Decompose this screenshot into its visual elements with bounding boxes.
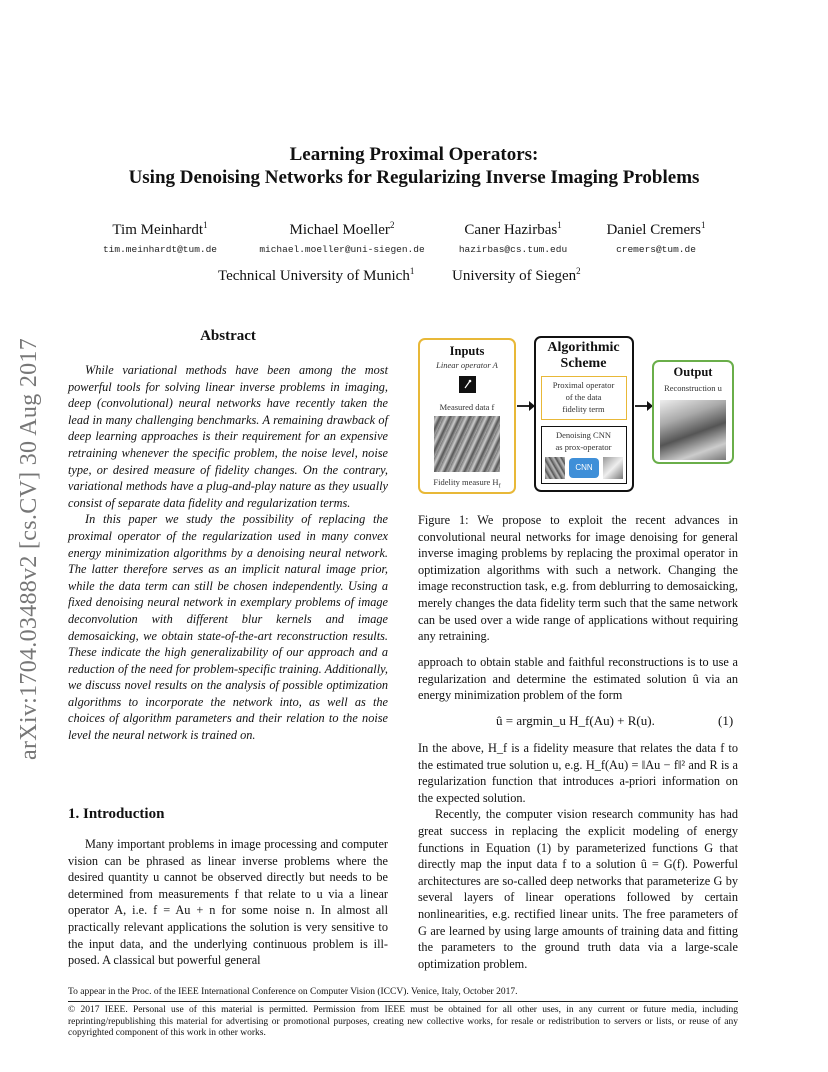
fidelity-measure-label: Fidelity measure $H_f$ (433, 477, 501, 490)
prox-operator-box (541, 376, 627, 420)
equation-number: (1) (718, 713, 734, 728)
appear-note: To appear in the Proc. of the IEEE International Conference on Computer Vision (ICCV). Venice, Italy, October 2017. (68, 987, 518, 997)
intro-body (68, 836, 388, 969)
cnn-badge: CNN (569, 458, 599, 478)
abstract-body (68, 362, 388, 744)
output-box (652, 360, 734, 464)
inputs-title: Inputs (449, 344, 485, 358)
paper-title-line1: Learning Proximal Operators: (289, 144, 539, 165)
arxiv-identifier: arXiv:1704.03488v2 [cs.CV] 30 Aug 2017 (16, 337, 42, 760)
reconstruction-label: Reconstruction u (664, 383, 722, 393)
intro-heading: 1. Introduction (68, 806, 165, 822)
author-4: Daniel Cremers$^1$ (606, 220, 706, 238)
author-1: Tim Meinhardt$^1$ (112, 220, 208, 238)
abstract-paragraph-2: In this paper we study the possibility of replacing the proximal operator of the regularization used in many convex energy minimization algorithms by a denoising neural network. The latter therefore serves as an implicit natural image prior, while the data term can still be chosen independently. Using a fixed denoising neural network in exemplary problems of image deconvolution with different blur kernels and image demosaicking, we obtain state-of-the-art reconstruction results. These indicate the high generalizability of our approach and a reduction of the need for problem-specific training. Additionally, we discuss novel results on the analysis of possible optimization algorithms to incorporate the network into, as well as the choices of algorithm parameters and their relation to the noise level the neural network is trained on. (68, 512, 388, 743)
figure-1-caption: Figure 1: We propose to exploit the recent advances in convolutional neural networks for image denoising for general inverse imaging problems by replacing the proximal operator in optimization algorithms with such a network. Changing the image reconstruction task, e.g. from deblurring to demosaicking, merely changes the data fidelity term such that the same network can be used over a wide range of applications without requiring any retraining. (418, 513, 738, 644)
intro-paragraph-1: Many important problems in image processing and computer vision can be phrased as linear inverse problems where the desired quantity u cannot be observed directly but needs to be determined from measurements f that relate to u via a linear operator A, i.e. f = Au + n for some noise n. In almost all practically relevant applications the solution is very sensitive to the input data, and the underlying continuous problem is ill-posed. A classical but powerful general (68, 837, 388, 968)
right-body (418, 740, 738, 972)
output-title: Output (673, 365, 713, 379)
author-3-email: hazirbas@cs.tum.edu (458, 244, 568, 255)
paper-title-line2: Using Denoising Networks for Regularizing Inverse Imaging Problems (128, 167, 700, 188)
measured-image (434, 416, 500, 472)
arrow-icon (634, 400, 654, 412)
measured-data-label: Measured data f (439, 402, 495, 412)
cnn-label: Denoising CNN as prox-operator (555, 430, 612, 452)
right-paragraph-3: Recently, the computer vision research community has had great success in replacing the explicit modeling of energy functions in Equation (1) by parameterized functions G that directly map the input data f to a solution û = G(f). Powerful architectures are so-called deep networks that parameterize G by several layers of linear operations followed by certain nonlinearities, e.g. rectified linear units. The free parameters of G are learned by using large amounts of training data and fitting the parameters to the ground truth data via a large-scale optimization problem. (418, 807, 738, 971)
cnn-input-thumbnail (545, 457, 565, 479)
right-paragraph-2: In the above, H_f is a fidelity measure that relates the data f to the estimated true solution u, e.g. H_f(Au) = ‖Au − f‖² and R is a regularization function that introduces a-priori information on the expected solution. (418, 741, 738, 805)
abstract-paragraph-1: While variational methods have been among the most powerful tools for solving linear inverse problems in imaging, deep (convolutional) neural networks have recently taken the lead in many challenging benchmarks. A remaining drawback of deep learning approaches is their requirement for an expensive retraining whenever the specific problem, the noise level, noise type, or desired measure of fidelity changes. On the contrary, variational methods have a plug-and-play nature as they usually consist of separate data fidelity and regularization terms. (68, 363, 388, 510)
scheme-title: Algorithmic Scheme (547, 340, 620, 371)
author-3: Caner Hazirbas$^1$ (464, 220, 562, 238)
cnn-box (541, 426, 627, 484)
affiliation-1: Technical University of Munich$^1$ (218, 266, 415, 284)
cnn-output-thumbnail (603, 457, 623, 479)
prox-operator-label: Proximal operator of the data fidelity term (552, 380, 615, 414)
linear-operator-label: Linear operator A (436, 360, 498, 370)
abstract-heading: Abstract (200, 328, 256, 344)
scheme-box (534, 336, 634, 492)
author-4-email: cremers@tum.de (616, 244, 696, 255)
equation-1: û = argmin_u H_f(Au) + R(u). (496, 713, 655, 728)
author-1-email: tim.meinhardt@tum.de (102, 244, 218, 255)
author-2-email: michael.moeller@uni-siegen.de (259, 244, 425, 255)
reconstruction-image (660, 400, 726, 460)
inputs-box (418, 338, 516, 494)
footer-divider (68, 1001, 738, 1002)
affiliation-2: University of Siegen$^2$ (452, 266, 581, 284)
blur-kernel-image (459, 376, 476, 393)
right-paragraph-1: approach to obtain stable and faithful reconstructions is to use a regularization and determine the estimated solution û via an energy minimization problem of the form (418, 655, 738, 703)
figure-1 (418, 334, 738, 496)
copyright-notice: © 2017 IEEE. Personal use of this material is permitted. Permission from IEEE must be obtained for all other uses, in any current or future media, including reprinting/republishing this material for advertising or promotional purposes, creating new collective works, for resale or redistribution to servers or lists, or reuse of any copyrighted component of this work in other works. (68, 1005, 738, 1038)
arrow-icon (516, 400, 536, 412)
author-2: Michael Moeller$^2$ (289, 220, 395, 238)
